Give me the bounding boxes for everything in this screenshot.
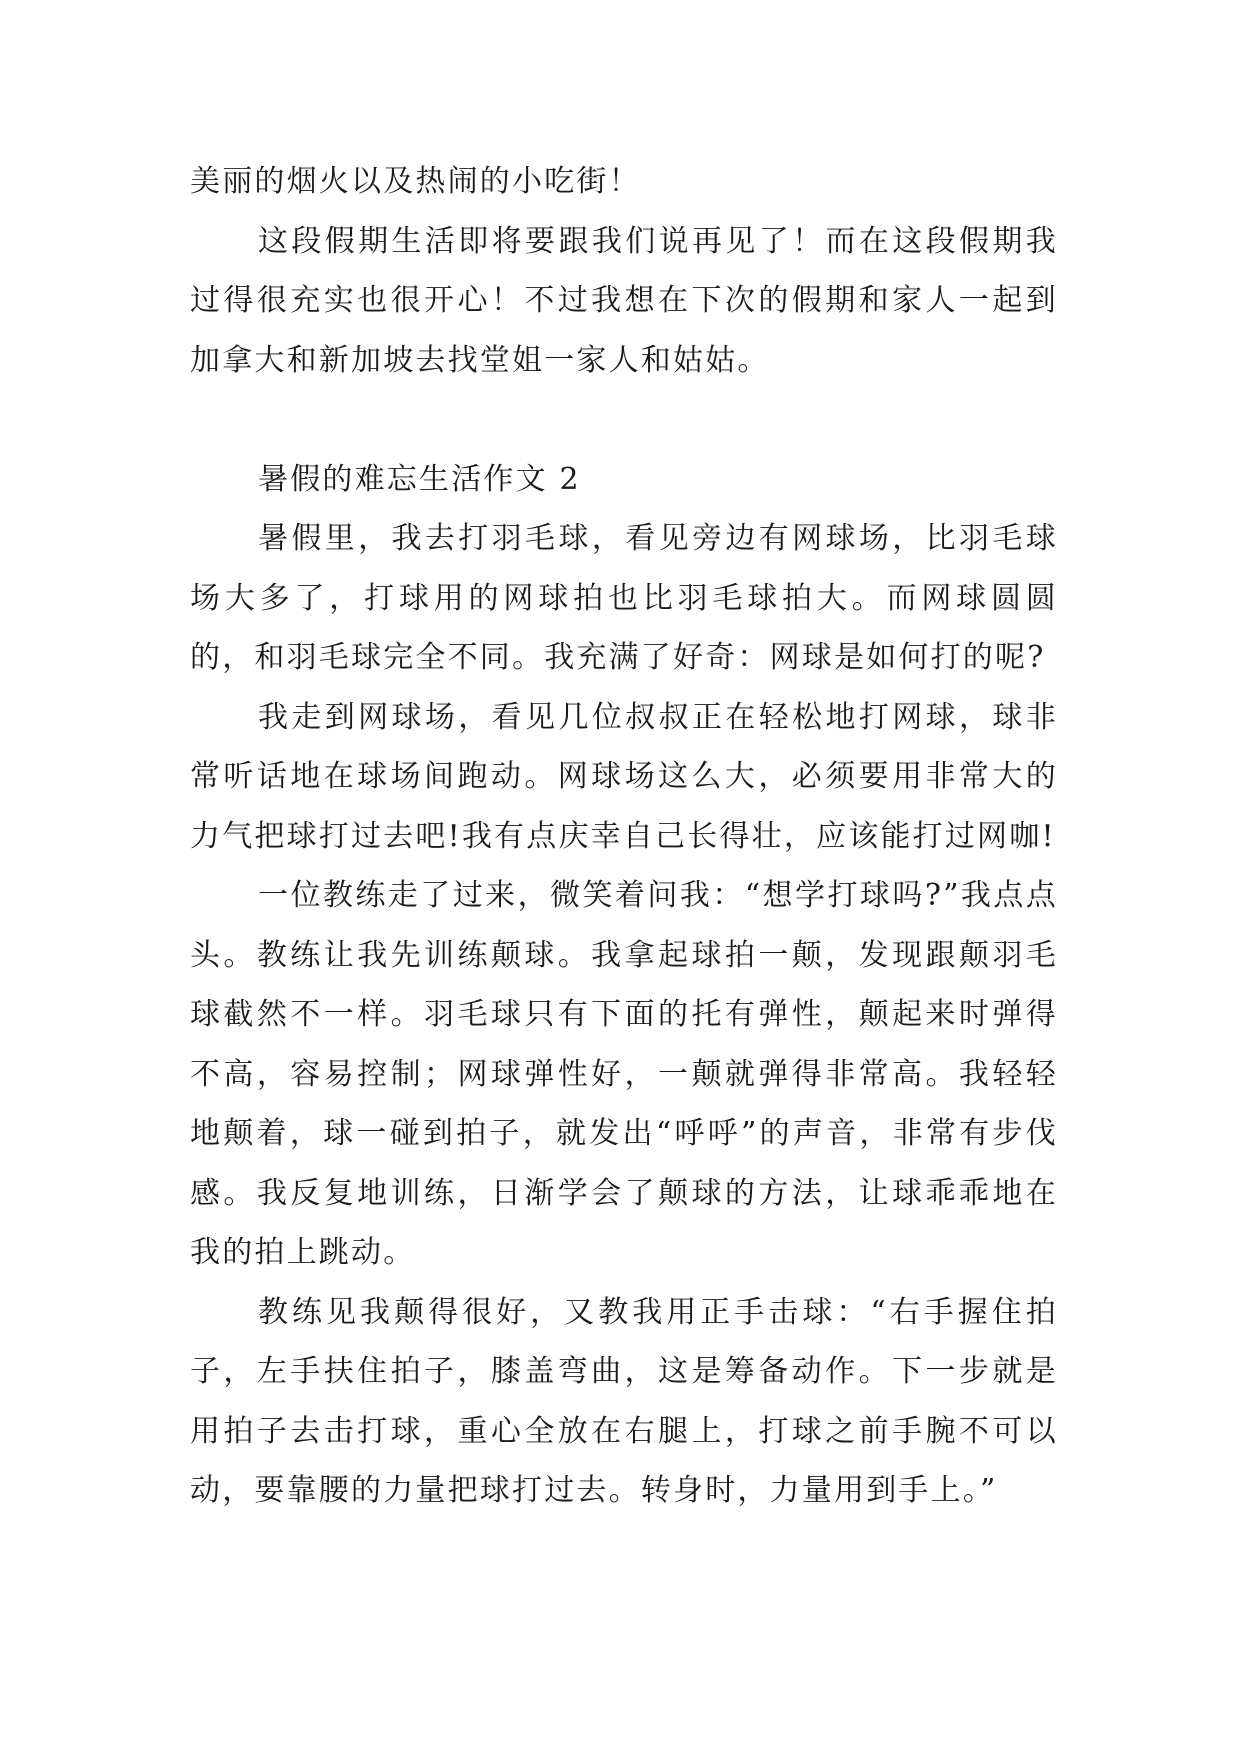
paragraph: 教练见我颠得很好，又教我用正手击球：“右手握住拍子，左手扶住拍子，膝盖弯曲，这是筹备动作。下一步就是用拍子去击打球，重心全放在右腿上，打球之前手腕不可以动，要靠腰的力量把球打过去。转身时，力量用到手上。” <box>190 1294 1058 1508</box>
paragraph: 我走到网球场，看见几位叔叔正在轻松地打网球，球非常听话地在球场间跑动。网球场这么大，必须要用非常大的力气把球打过去吧!我有点庆幸自己长得壮，应该能打过网咖! <box>190 699 1058 854</box>
paragraph: 一位教练走了过来，微笑着问我：“想学打球吗?”我点点头。教练让我先训练颠球。我拿起球拍一颠，发现跟颠羽毛球截然不一样。羽毛球只有下面的托有弹性，颠起来时弹得不高，容易控制；网球弹性好，一颠就弹得非常高。我轻轻地颠着，球一碰到拍子，就发出“呼呼”的声音，非常有步伐感。我反复地训练，日渐学会了颠球的方法，让球乖乖地在我的拍上跳动。 <box>190 878 1058 1270</box>
section-title: 暑假的难忘生活作文 2 <box>258 461 581 497</box>
paragraph: 暑假里，我去打羽毛球，看见旁边有网球场，比羽毛球场大多了，打球用的网球拍也比羽毛球拍大。而网球圆圆的，和羽毛球完全不同。我充满了好奇：网球是如何打的呢? <box>190 521 1058 675</box>
paragraph-continuation: 美丽的烟火以及热闹的小吃街！ <box>190 164 641 199</box>
paragraph: 这段假期生活即将要跟我们说再见了！而在这段假期我过得很充实也很开心！不过我想在下次的假期和家人一起到加拿大和新加坡去找堂姐一家人和姑姑。 <box>190 223 1058 378</box>
section-spacer <box>190 390 1058 450</box>
document-body <box>190 152 1058 1521</box>
